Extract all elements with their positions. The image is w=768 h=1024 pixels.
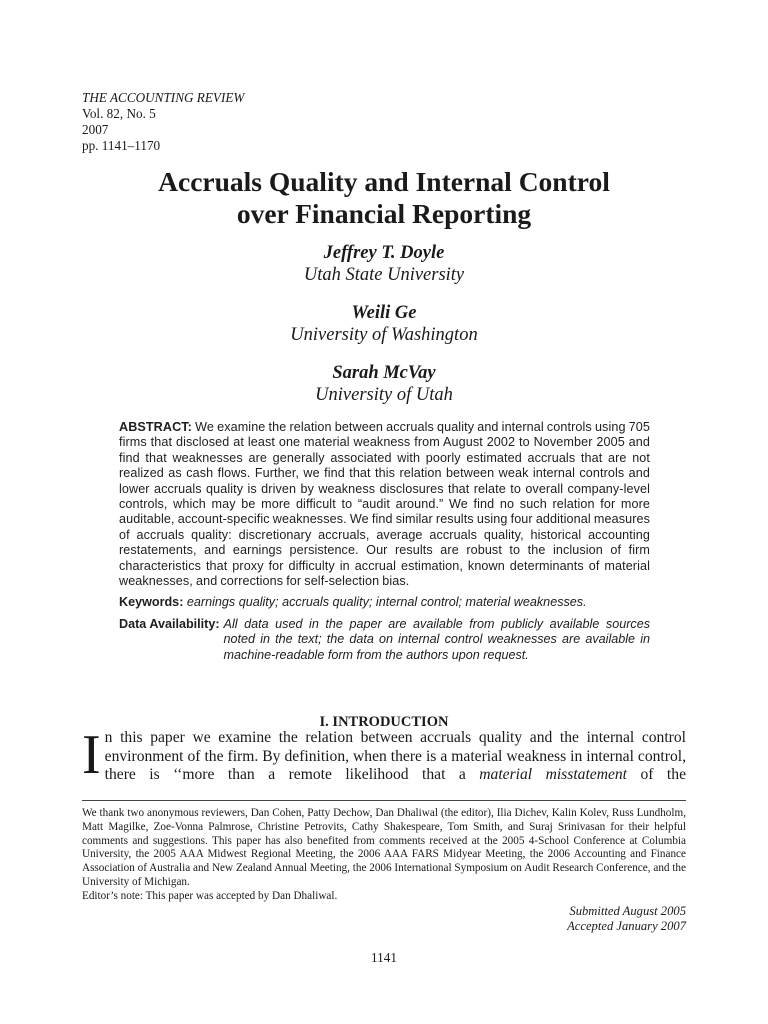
journal-meta bbox=[82, 90, 244, 154]
author-affiliation: University of Washington bbox=[290, 325, 478, 345]
introduction-paragraph bbox=[82, 724, 686, 786]
paper-title-line-1: Accruals Quality and Internal Control bbox=[158, 166, 610, 197]
author-entry bbox=[82, 302, 686, 362]
submitted-date: Submitted August 2005 bbox=[569, 904, 686, 918]
paper-title bbox=[82, 166, 686, 230]
acknowledgements-footnote: We thank two anonymous reviewers, Dan Cohen, Patty Dechow, Dan Dhaliwal (the editor), Ilia Dichev, Kalin Kolev, Russ Lundholm, Matt Magilke, Zoe-Vonna Palmrose, Christine Petrovits, Cathy Shakespeare, Tom Smith, and Suraj Srinivasan for their helpful comments and suggestions. This paper has also benefited from comments received at the 2005 4-School Conference at Columbia University, the 2005 AAA Midwest Regional Meeting, the 2006 AAA FARS Midyear Meeting, the 2006 Accounting and Finance Association of Australia and New Zealand Annual Meeting, the 2006 International Symposium on Audit Research Conference, and the University of Michigan. bbox=[82, 807, 686, 888]
author-entry bbox=[82, 242, 686, 302]
author-entry bbox=[82, 362, 686, 422]
introduction-text bbox=[82, 724, 686, 786]
author-list bbox=[82, 242, 686, 422]
footnote-divider bbox=[82, 800, 686, 801]
author-affiliation: Utah State University bbox=[303, 265, 465, 285]
abstract-label: ABSTRACT: bbox=[119, 420, 192, 434]
drop-cap: I bbox=[82, 724, 101, 786]
journal-volume: Vol. 82, No. 5 bbox=[82, 106, 156, 121]
keywords bbox=[119, 595, 650, 610]
journal-pages: pp. 1141–1170 bbox=[82, 138, 161, 153]
accepted-date: Accepted January 2007 bbox=[567, 919, 686, 933]
keywords-label: Keywords: bbox=[119, 595, 184, 610]
editor-note: Editor’s note: This paper was accepted by Dan Dhaliwal. bbox=[82, 890, 338, 902]
author-name: Jeffrey T. Doyle bbox=[323, 243, 445, 263]
data-availability bbox=[119, 617, 650, 663]
introduction-emphasis: material misstatement bbox=[479, 766, 628, 783]
submission-dates bbox=[567, 904, 686, 934]
author-name: Weili Ge bbox=[351, 303, 417, 323]
section-heading: I. INTRODUCTION bbox=[319, 714, 449, 730]
paper-title-line-2: over Financial Reporting bbox=[236, 198, 532, 229]
abstract bbox=[119, 420, 650, 589]
author-name: Sarah McVay bbox=[332, 363, 436, 383]
journal-year: 2007 bbox=[82, 122, 109, 137]
author-affiliation: University of Utah bbox=[315, 385, 453, 405]
abstract-block bbox=[119, 420, 650, 663]
keywords-text: earnings quality; accruals quality; internal control; material weaknesses. bbox=[186, 595, 587, 610]
data-availability-label: Data Availability: bbox=[119, 616, 220, 631]
data-availability-text: All data used in the paper are available from publicly available sources noted in the text; the data on internal control weaknesses are available in machine-readable form from the authors upon request. bbox=[223, 616, 650, 662]
introduction-text-part-2: of the bbox=[627, 766, 686, 783]
journal-name: THE ACCOUNTING REVIEW bbox=[82, 90, 245, 105]
page-number: 1141 bbox=[371, 950, 397, 965]
introduction-text-part-1: n this paper we examine the relation between accruals quality and the internal control environment of the firm. By definition, when there is a material weakness in internal control, there is ‘‘more than a remote likelihood that a bbox=[104, 729, 686, 783]
abstract-text: We examine the relation between accruals quality and internal controls using 705 firms that disclosed at least one material weakness from August 2002 to November 2005 and find that weaknesses are generally associated with poorly estimated accruals that are not realized as cash flows. Further, we find that this relation between weak internal controls and lower accruals quality is driven by weakness disclosures that relate to overall company-level controls, which may be more difficult to “audit around.” We find no such relation for more auditable, account-specific weaknesses. We find similar results using four additional measures of accruals quality: discretionary accruals, average accruals quality, historical accounting restatements, and earnings persistence. Our results are robust to the inclusion of firm characteristics that proxy for difficulty in accrual estimation, known determinants of material weaknesses, and corrections for self-selection bias. bbox=[119, 420, 650, 589]
